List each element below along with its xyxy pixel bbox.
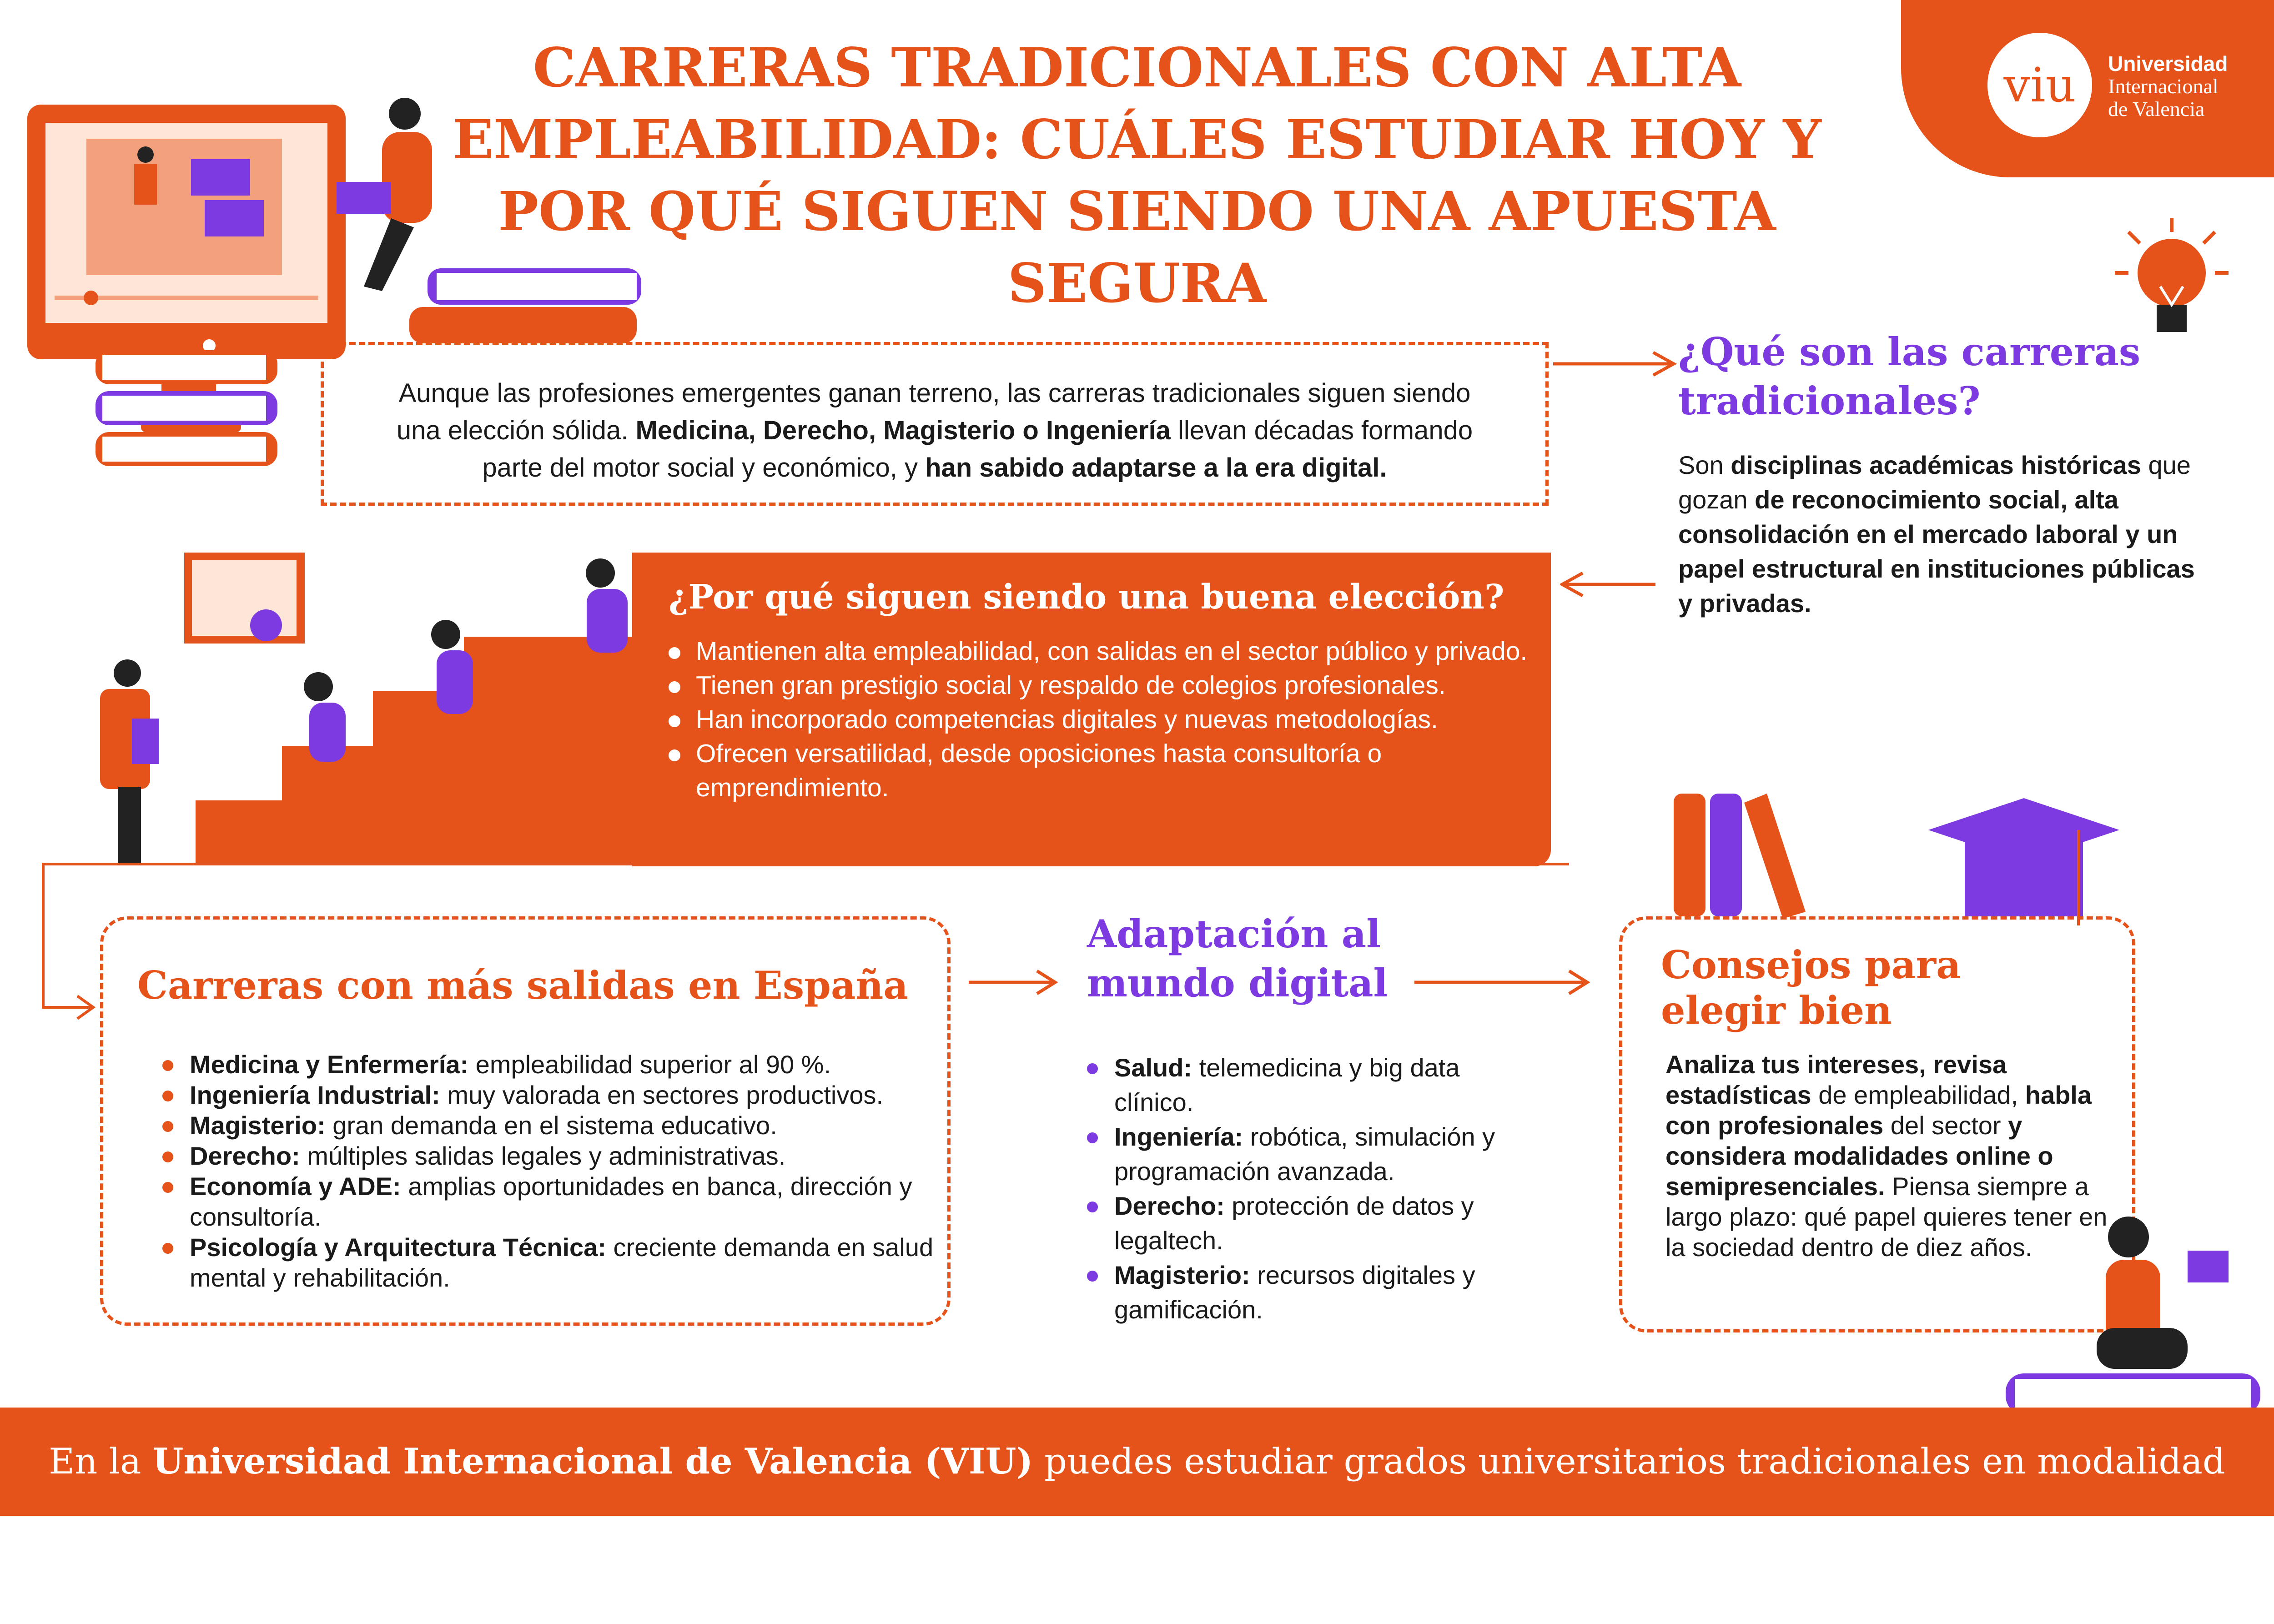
list-item: Medicina y Enfermería: empleabilidad superior al 90 %. [162,1049,945,1080]
list-item: Derecho: múltiples salidas legales y administrativas. [162,1141,945,1171]
list-item: Salud: telemedicina y big data clínico. [1087,1051,1542,1120]
viu-logo-text [2108,52,2228,121]
title-line-3: POR QUÉ SIGUEN SIENDO UNA APUESTA SEGURA [498,180,1776,315]
list-item: Mantienen alta empleabilidad, con salidas en el sector público y privado. [669,634,1542,669]
logo-line-3: de Valencia [2108,97,2205,121]
list-item: Derecho: protección de datos y legaltech. [1087,1189,1542,1258]
salidas-list [162,1049,945,1293]
why-list [669,634,1542,805]
digital-heading: Adaptación al mundo digital [1087,911,1388,1006]
consejos-text: Analiza tus intereses, revisa estadísticas de empleabilidad, habla con profesionales del sector y considera modalidades online o semipresenciales. Piensa siempre a largo plazo: qué papel quieres tener en la sociedad dentro de diez años. [1665,1050,2108,1262]
list-item: Han incorporado competencias digitales y nuevas metodologías. [669,703,1542,737]
arrow-right-icon [969,969,1060,996]
arrow-right-icon [1553,350,1680,377]
intro-box [321,342,1549,506]
digital-list [1087,1051,1542,1327]
reading-person-illustration [2001,1210,2274,1419]
intro-line-3: parte del motor social y económico, y han sabido adaptarse a la era digital. [482,453,1387,483]
intro-line-1: Aunque las profesiones emergentes ganan terreno, las carreras tradicionales siguen siendo [398,378,1471,408]
logo-line-1: Universidad [2108,52,2228,75]
viu-logo-mark: viu [1987,33,2092,137]
why-heading: ¿Por qué siguen siendo una buena elección? [669,578,1504,617]
list-item: Ingeniería Industrial: muy valorada en sectores productivos. [162,1080,945,1110]
title-line-1: CARRERAS TRADICIONALES CON ALTA [533,36,1741,99]
footer-banner: En la Universidad Internacional de Valencia (VIU) puedes estudiar grados universitarios tradicionales en modalidad online. [0,1408,2274,1516]
list-item: Ofrecen versatilidad, desde oposiciones hasta consultoría o emprendimiento. [669,737,1542,805]
logo-line-2: Internacional [2108,75,2219,98]
title-line-2: EMPLEABILIDAD: CUÁLES ESTUDIAR HOY Y [453,108,1821,171]
consejos-heading: Consejos para elegir bien [1661,942,1961,1033]
arrow-left-icon [1560,571,1655,598]
list-item: Magisterio: recursos digitales y gamificación. [1087,1258,1542,1327]
salidas-heading: Carreras con más salidas en España [137,963,908,1008]
arrow-right-icon [1414,969,1592,996]
list-item: Tienen gran prestigio social y respaldo de colegios profesionales. [669,669,1542,703]
salidas-box [100,916,951,1326]
what-heading: ¿Qué son las carreras tradicionales? [1678,329,2141,423]
list-item: Psicología y Arquitectura Técnica: creciente demanda en salud mental y rehabilitación. [162,1232,945,1293]
intro-line-2: una elección sólida. Medicina, Derecho, Magisterio o Ingeniería llevan décadas formando [396,416,1473,445]
why-box [632,553,1551,866]
list-item: Economía y ADE: amplias oportunidades en banca, dirección y consultoría. [162,1171,945,1232]
what-text: Son disciplinas académicas históricas que gozan de reconocimiento social, alta consolidación en el mercado laboral y un papel estructural en instituciones públicas y privadas. [1678,451,2195,618]
list-item: Ingeniería: robótica, simulación y programación avanzada. [1087,1120,1542,1189]
list-item: Magisterio: gran demanda en el sistema educativo. [162,1110,945,1141]
viu-logo[interactable] [1901,0,2274,177]
students-stairs-illustration [91,546,659,873]
books-cap-illustration [1669,789,2138,935]
